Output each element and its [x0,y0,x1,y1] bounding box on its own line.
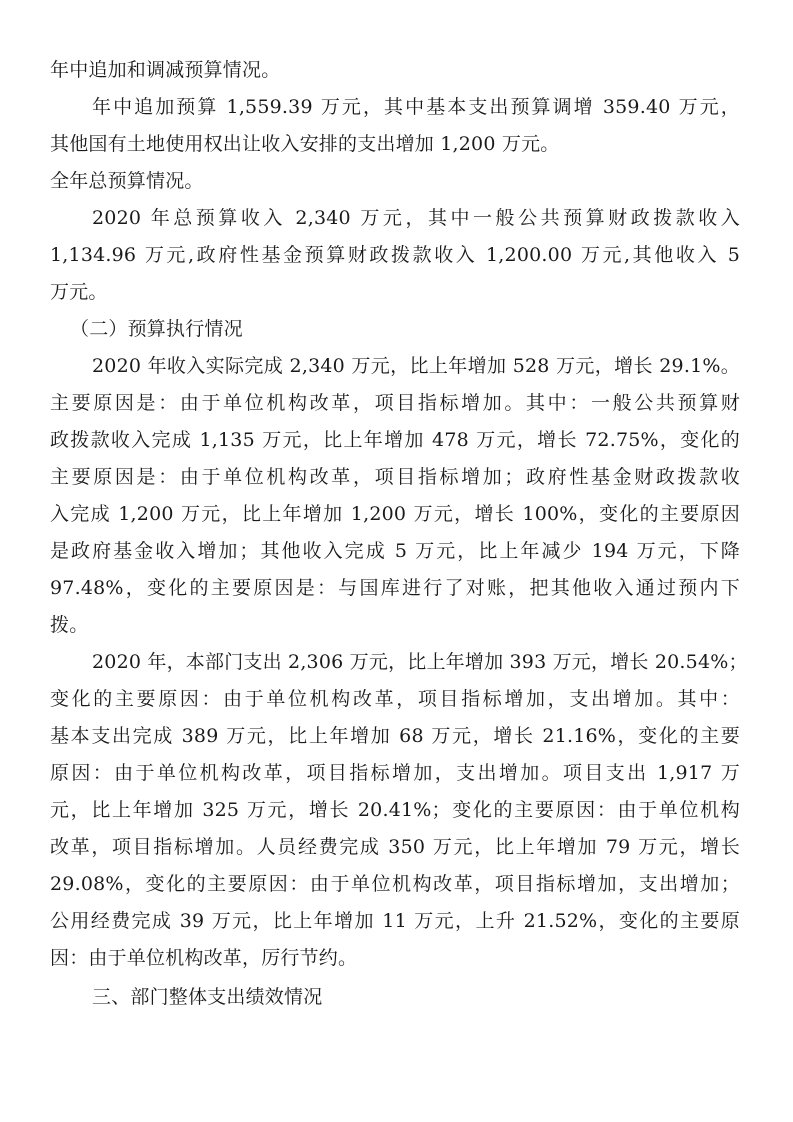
text-line: 入完成 1,200 万元，比上年增加 1,200 万元，增长 100%，变化的主要原因 [50,503,740,525]
text-line: 其他国有土地使用权出让收入安排的支出增加 1,200 万元。 [50,133,560,155]
text-line: 2020 年，本部门支出 2,306 万元，比上年增加 393 万元，增长 20.54%； [92,651,748,673]
text-line: 1,134.96 万元,政府性基金预算财政拨款收入 1,200.00 万元,其他收入 5 [50,244,740,266]
text-line: 2020 年收入实际完成 2,340 万元，比上年增加 528 万元，增长 29.1%。 [92,355,740,377]
text-line: 原因：由于单位机构改革，项目指标增加，支出增加。项目支出 1,917 万 [50,762,740,784]
section-heading-budget-execution: （二）预算执行情况 [70,318,243,340]
heading-annual-budget: 全年总预算情况。 [50,170,204,192]
text-line: 因：由于单位机构改革，厉行节约。 [50,947,358,969]
heading-midyear-adjustment: 年中追加和调减预算情况。 [50,59,281,81]
text-line: 公用经费完成 39 万元，比上年增加 11 万元，上升 21.52%，变化的主要原 [50,910,740,932]
text-line: 变化的主要原因：由于单位机构改革，项目指标增加，支出增加。其中： [50,688,740,710]
text-line: 主要原因是：由于单位机构改革，项目指标增加。其中：一般公共预算财 [50,392,740,414]
text-line: 29.08%，变化的主要原因：由于单位机构改革，项目指标增加，支出增加； [50,873,740,895]
text-line: 2020 年总预算收入 2,340 万元，其中一般公共预算财政拨款收入 [92,207,740,229]
text-line: 拨。 [50,614,89,636]
text-line: 政拨款收入完成 1,135 万元，比上年增加 478 万元，增长 72.75%，变化的 [50,429,740,451]
text-line: 基本支出完成 389 万元，比上年增加 68 万元，增长 21.16%，变化的主要 [50,725,740,747]
text-line: 万元。 [50,281,108,303]
text-line: 主要原因是：由于单位机构改革，项目指标增加；政府性基金财政拨款收 [50,466,740,488]
section-heading-performance: 三、部门整体支出绩效情况 [92,986,323,1008]
text-line: 年中追加预算 1,559.39 万元，其中基本支出预算调增 359.40 万元， [92,96,740,118]
text-line: 是政府基金收入增加；其他收入完成 5 万元，比上年减少 194 万元，下降 [50,540,740,562]
text-line: 97.48%，变化的主要原因是：与国库进行了对账，把其他收入通过预内下 [50,577,740,599]
text-line: 元，比上年增加 325 万元，增长 20.41%；变化的主要原因：由于单位机构 [50,799,740,821]
text-line: 改革，项目指标增加。人员经费完成 350 万元，比上年增加 79 万元，增长 [50,836,740,858]
